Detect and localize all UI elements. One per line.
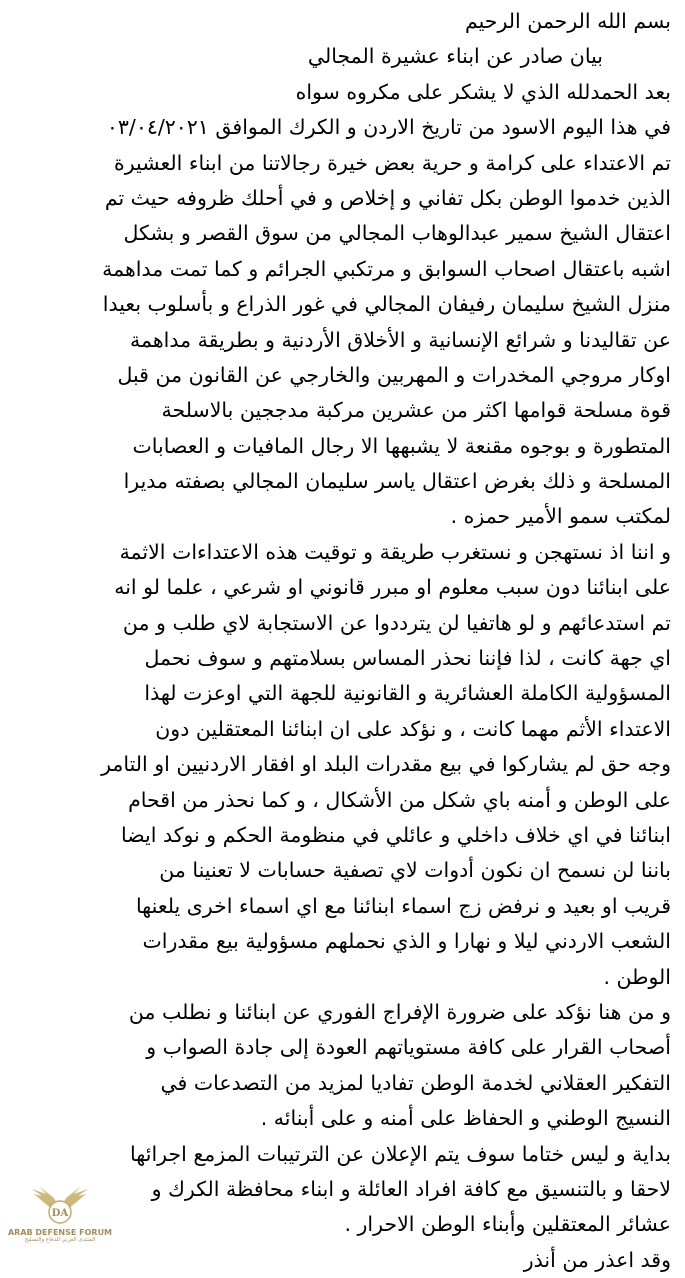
text-line: الذين خدموا الوطن بكل تفاني و إخلاص و في أحلك ظروفه حيث تم xyxy=(104,185,671,210)
basmala-line: بسم الله الرحمن الرحيم xyxy=(464,9,671,33)
text-line: اي جهة كانت ، لذا فإننا نحذر المساس بسلامتهم و سوف نحمل xyxy=(144,646,671,671)
text-line: أصحاب القرار على كافة مستوياتهم العودة إلى جادة الصواب و xyxy=(146,1035,671,1060)
text-line: على ابنائنا دون سبب معلوم او مبرر قانوني او شرعي ، علما لو انه xyxy=(114,575,671,600)
text-line: على الوطن و أمنه باي شكل من الأشكال ، و كما نحذر من اقحام xyxy=(128,787,671,812)
text-line: النسيج الوطني و الحفاظ على أمنه و على أبنائه . xyxy=(260,1106,671,1131)
text-line: باننا لن نسمح ان نكون أدوات لاي تصفية حسابات لا تعنينا من xyxy=(159,858,671,883)
text-line: اشبه باعتقال اصحاب السوابق و مرتكبي الجرائم و كما تمت مداهمة xyxy=(102,256,671,281)
text-line: لمكتب سمو الأمير حمزه . xyxy=(450,504,671,529)
text-line: بداية و ليس ختاما سوف يتم الإعلان عن الترتيبات المزمع اجرائها xyxy=(130,1141,671,1166)
text-line: قوة مسلحة قوامها اكثر من عشرين مركبة مدججين بالاسلحة xyxy=(161,398,671,423)
watermark-subtitle: المنتدى العربي للدفاع والتسليح xyxy=(24,1237,96,1243)
text-line: اوكار مروجي المخدرات و المهربين والخارجي عن القانون من قبل xyxy=(117,362,671,387)
text-line: عشائر المعتقلين وأبناء الوطن الاحرار . xyxy=(344,1212,671,1237)
text-line: التفكير العقلاني لخدمة الوطن تفاديا لمزيد من التصدعات في xyxy=(160,1070,671,1095)
text-line: المتطورة و بوجوه مقنعة لا يشبهها الا رجال المافيات و العصابات xyxy=(132,433,671,458)
text-line: وجه حق لم يشاركوا في بيع مقدرات البلد او افقار الاردنيين او التامر xyxy=(101,752,671,777)
text-line: ابنائنا في اي خلاف داخلي و عائلي في منظومة الحكم و نوكد ايضا xyxy=(121,822,671,847)
forum-watermark xyxy=(4,1186,116,1252)
text-line: الوطن . xyxy=(603,964,671,989)
text-line: الشعب الاردني ليلا و نهارا و الذي نحملهم مسؤولية بيع مقدرات xyxy=(142,929,671,954)
text-line: قريب او بعيد و نرفض زج اسماء ابنائنا مع اي اسماء اخرى يلعنها xyxy=(135,893,671,918)
text-line: لاحقا و بالتنسيق مع كافة افراد العائلة و ابناء محافظة الكرك و xyxy=(151,1176,671,1201)
text-line: الاعتداء الأثم مهما كانت ، و نؤكد على ان ابنائنا المعتقلين دون xyxy=(155,716,671,741)
text-line: عن تقاليدنا و شرائع الإنسانية و الأخلاق الأردنية و بطريقة مداهمة xyxy=(130,327,671,352)
statement-title: بيان صادر عن ابناء عشيرة المجالي xyxy=(307,44,603,69)
text-line: و اننا اذ نستهجن و نستغرب طريقة و توقيت هذه الاعتداءات الاثمة xyxy=(119,539,671,564)
opening-line: بعد الحمدلله الذي لا يشكر على مكروه سواه xyxy=(295,79,671,104)
winged-emblem-icon xyxy=(12,1186,108,1228)
watermark-brand: ARAB DEFENSE FORUM xyxy=(7,1228,113,1237)
text-line: في هذا اليوم الاسود من تاريخ الاردن و الكرك الموافق ٠٣/٠٤/٢٠٢١ xyxy=(106,115,671,140)
text-line: منزل الشيخ سليمان رفيفان المجالي في غور الذراع و بأسلوب بعيدا xyxy=(102,292,671,317)
closing-line: وقد اعذر من أنذر xyxy=(523,1247,671,1272)
text-line: اعتقال الشيخ سمير عبدالوهاب المجالي من سوق القصر و بشكل xyxy=(123,221,671,246)
text-line: المسؤولية الكاملة العشائرية و القانونية للجهة التي اوعزت لهذا xyxy=(144,681,671,706)
text-line: تم الاعتداء على كرامة و حرية بعض خيرة رجالاتنا من ابناء العشيرة xyxy=(113,150,671,175)
logo-monogram: DA xyxy=(51,1208,69,1219)
text-line: و من هنا نؤكد على ضرورة الإفراج الفوري عن ابنائنا و نطلب من xyxy=(128,999,671,1024)
text-line: المسلحة و ذلك بغرض اعتقال ياسر سليمان المجالي بصفته مديرا xyxy=(123,469,671,494)
statement-body xyxy=(7,4,671,1278)
text-line: تم استدعائهم و لو هاتفيا لن يترددوا عن الاستجابة لاي طلب و من xyxy=(122,610,671,635)
